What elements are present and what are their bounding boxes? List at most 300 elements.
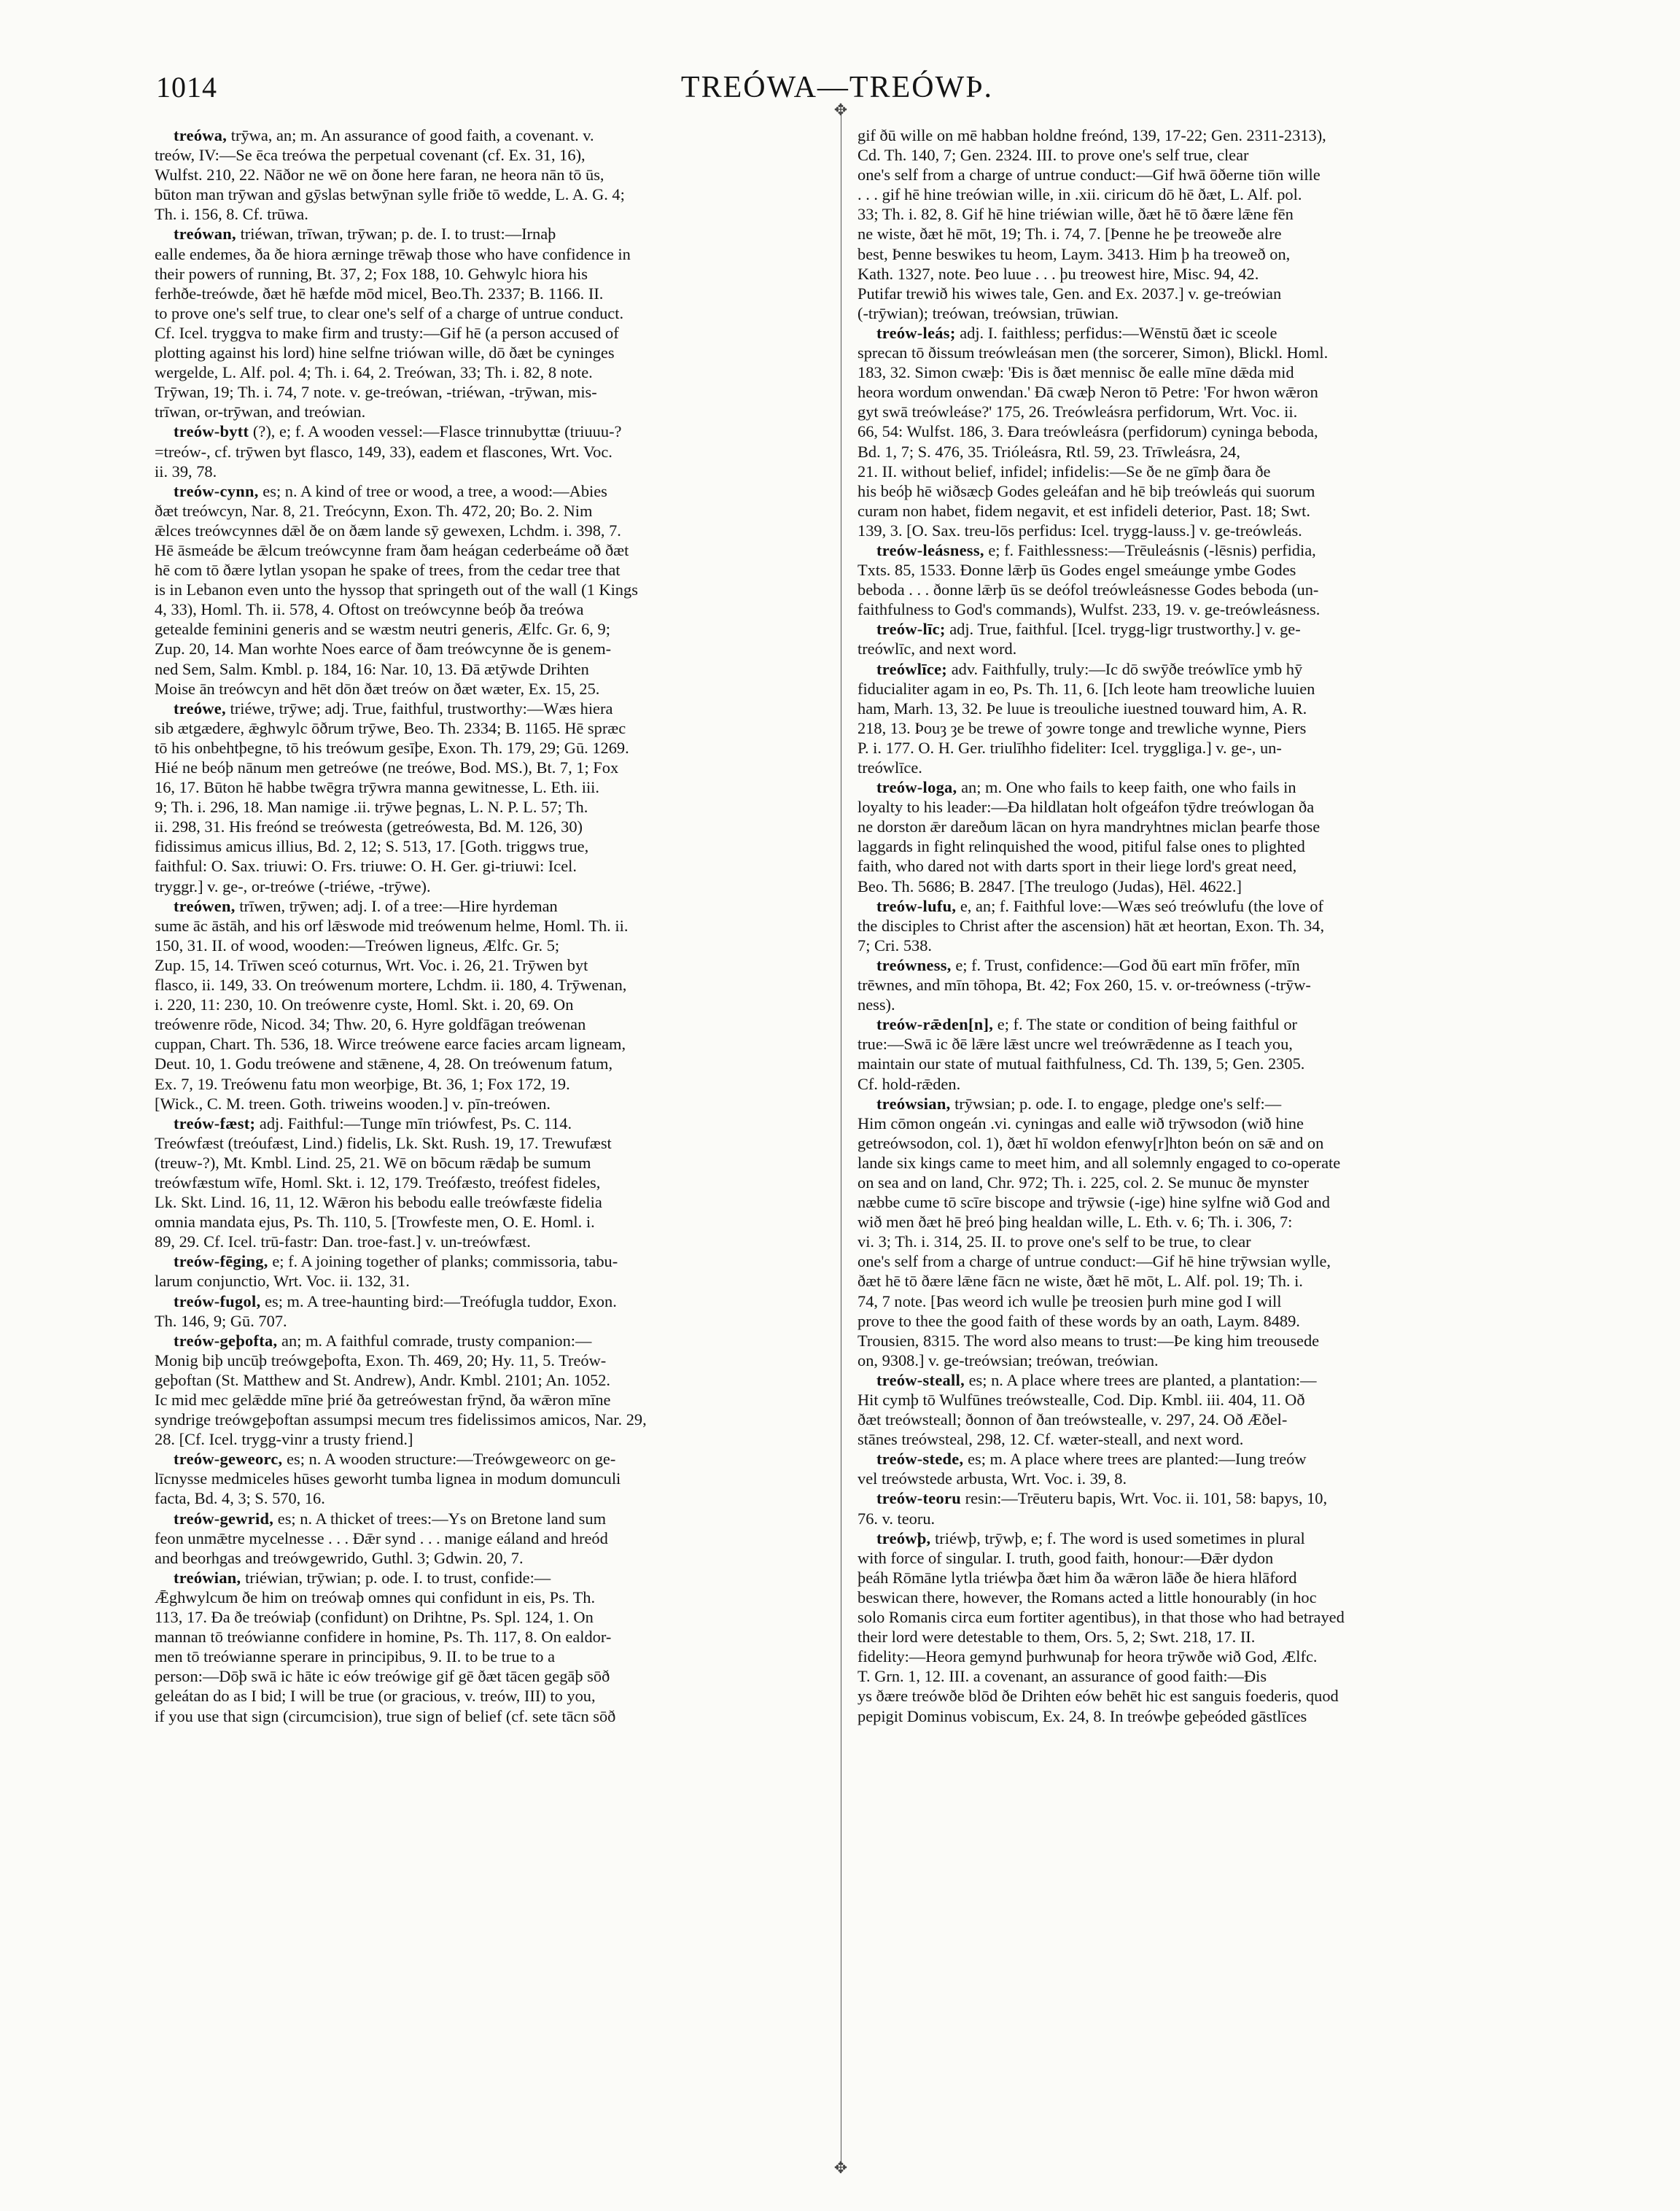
entry-line (155, 244, 822, 264)
entry-line (858, 738, 1525, 758)
entry-headword: treówþ, (876, 1528, 931, 1547)
entry-line (155, 382, 822, 402)
entry-line (858, 481, 1525, 501)
dictionary-entry (858, 540, 1525, 619)
entry-line (858, 1251, 1525, 1271)
entry-headword: treów-fugol, (174, 1291, 261, 1310)
entry-text: ne dorston ǣr dareðum lācan on hyra mandryhtnes miclan þearfe those (858, 817, 1321, 836)
entry-line (858, 1271, 1525, 1291)
column-rule-ornament-bottom-icon: ✥ (833, 2158, 848, 2177)
entry-line (858, 560, 1525, 580)
entry-text: facta, Bd. 4, 3; S. 570, 16. (155, 1489, 325, 1508)
entry-line (858, 856, 1525, 876)
entry-line (858, 1014, 1525, 1034)
entry-line (858, 264, 1525, 284)
entry-text: 76. v. teoru. (858, 1509, 936, 1528)
entry-line (858, 462, 1525, 481)
entry-text: trȳwa, an; m. An assurance of good faith, a covenant. v. (230, 126, 594, 144)
entry-line (155, 1706, 822, 1726)
entry-line (155, 1271, 822, 1291)
entry-line (155, 1351, 822, 1370)
entry-text: vi. 3; Th. i. 314, 25. II. to prove one's self to be true, to clear (858, 1232, 1251, 1251)
entry-line (858, 1647, 1525, 1666)
entry-text: 150, 31. II. of wood, wooden:—Treówen ligneus, Ælfc. Gr. 5; (155, 936, 560, 955)
entry-line (858, 916, 1525, 936)
entry-text: stānes treówsteal, 298, 12. Cf. wæter-steall, and next word. (858, 1430, 1244, 1449)
entry-text: sprecan tō ðissum treówleásan men (the sorcerer, Simon), Blickl. Homl. (858, 343, 1329, 362)
entry-headword: treówian, (174, 1568, 241, 1587)
entry-line (155, 343, 822, 362)
entry-line (858, 421, 1525, 441)
entry-line (858, 382, 1525, 402)
entry-text: treówenre rōde, Nicod. 34; Thw. 20, 6. Hyre goldfāgan treówenan (155, 1015, 586, 1034)
entry-line (858, 599, 1525, 619)
entry-line (858, 896, 1525, 916)
entry-text: treów, IV:—Se ēca treówa the perpetual covenant (cf. Ex. 31, 16), (155, 146, 586, 165)
entry-line (155, 1311, 822, 1331)
entry-line (858, 580, 1525, 599)
entry-text: es; m. A tree-haunting bird:—Treófugla tuddor, Exon. (265, 1291, 617, 1310)
entry-text: Putifar trewið his wiwes tale, Gen. and Ex. 2037.] v. ge-treówian (858, 284, 1282, 303)
entry-line (858, 1666, 1525, 1686)
left-column (155, 125, 822, 2160)
entry-line (858, 659, 1525, 679)
entry-line (858, 936, 1525, 955)
entry-text: 66, 54: Wulfst. 186, 3. Ðara treówleásra (perfidorum) cyninga beboda, (858, 422, 1318, 441)
entry-line (155, 1488, 822, 1508)
entry-line (858, 1291, 1525, 1311)
entry-line (155, 125, 822, 145)
entry-line (155, 323, 822, 343)
dictionary-entry (858, 955, 1525, 1014)
entry-text: on, 9308.] v. ge-treówsian; treówan, treówian. (858, 1351, 1159, 1369)
entry-text: Th. 146, 9; Gū. 707. (155, 1311, 287, 1330)
entry-line (155, 1548, 822, 1568)
entry-text: faith, who dared not with darts sport in their liege lord's great need, (858, 857, 1297, 876)
entry-text: the disciples to Christ after the ascension) hāt æt heortan, Exon. Th. 34, (858, 916, 1325, 935)
dictionary-entry (155, 699, 822, 896)
entry-text: Hit cymþ tō Wulfūnes treówstealle, Cod. Dip. Kmbl. iii. 404, 11. Oð (858, 1391, 1305, 1409)
entry-line (858, 619, 1525, 639)
entry-text: wergelde, L. Alf. pol. 4; Th. i. 64, 2. Treówan, 33; Th. i. 82, 8 note. (155, 363, 593, 382)
entry-line (858, 1509, 1525, 1528)
entry-headword: treów-rǣden[n], (876, 1015, 994, 1034)
entry-text: trȳwsian; p. ode. I. to engage, pledge one's self:— (954, 1094, 1282, 1113)
entry-line (155, 619, 822, 639)
entry-line (155, 936, 822, 955)
entry-text: an; m. A faithful comrade, trusty companion:— (281, 1331, 592, 1350)
dictionary-entry (155, 1568, 822, 1726)
entry-line (155, 1054, 822, 1073)
entry-text: triéwan, trīwan, trȳwan; p. de. I. to trust:—Irnaþ (240, 225, 556, 244)
entry-text: Txts. 85, 1533. Ðonne lǣrþ ūs Godes engel smeáunge ymbe Godes (858, 561, 1296, 580)
entry-text: ðæt treówsteall; ðonnon of ðan treówstealle, v. 297, 24. Oð Æðel- (858, 1410, 1288, 1429)
entry-text: 21. II. without belief, infidel; infidelis:—Se ðe ne gīmþ ðara ðe (858, 462, 1271, 481)
entry-text: ham, Marh. 13, 32. Þe luue is treouliche iuestned touward him, A. R. (858, 699, 1307, 718)
entry-text: Deut. 10, 1. Godu treówene and stǣnene, 4, 28. On treówenum fatum, (155, 1054, 613, 1073)
entry-text: triéwe, trȳwe; adj. True, faithful, trustworthy:—Wæs hiera (230, 699, 613, 718)
entry-line (155, 1449, 822, 1469)
entry-line (155, 1173, 822, 1192)
entry-text: laggards in fight relinquished the wood, pitiful false ones to plighted (858, 837, 1305, 856)
entry-line (858, 1528, 1525, 1548)
entry-text: gif ðū wille on mē habban holdne freónd, 139, 17-22; Gen. 2311-2313), (858, 126, 1326, 144)
entry-text: trēwnes, and mīn tōhopa, Bt. 42; Fox 260, 15. v. or-treówness (-trȳw- (858, 976, 1311, 995)
entry-text: person:—Dōþ swā ic hāte ic eów treówige gif gē ðæt tācen gegāþ sōð (155, 1667, 610, 1686)
entry-text: omnia mandata ejus, Ps. Th. 110, 5. [Trowfeste men, O. E. Homl. i. (155, 1213, 595, 1232)
entry-line (155, 402, 822, 421)
entry-text: lande six kings came to meet him, and all solemnly engaged to co-operate (858, 1153, 1341, 1172)
entry-text: syndrige treówgeþoftan assumpsi mecum tres fidelissimos amicos, Nar. 29, (155, 1410, 647, 1429)
entry-text: Monig biþ uncūþ treówgeþofta, Exon. Th. 469, 20; Hy. 11, 5. Treów- (155, 1351, 607, 1369)
entry-text: e; f. The state or condition of being faithful or (997, 1015, 1297, 1034)
entry-line (155, 145, 822, 165)
entry-line (155, 1469, 822, 1488)
entry-line (858, 1232, 1525, 1251)
entry-text: P. i. 177. O. H. Ger. triulīhho fideliter: Icel. tryggliga.] v. ge-, un- (858, 738, 1282, 757)
dictionary-entry (858, 1488, 1525, 1528)
dictionary-entry (858, 323, 1525, 540)
dictionary-entry (858, 1094, 1525, 1370)
entry-line (155, 1370, 822, 1390)
entry-line (155, 481, 822, 501)
entry-line (858, 125, 1525, 145)
entry-text: fidissimus amicus illius, Bd. 2, 12; S. 513, 17. [Goth. triggws true, (155, 837, 589, 856)
entry-line (858, 145, 1525, 165)
dictionary-entry (858, 896, 1525, 955)
entry-text: treówlīce. (858, 758, 922, 777)
entry-line (155, 1114, 822, 1133)
entry-line (155, 1153, 822, 1173)
entry-line (155, 264, 822, 284)
entry-text: adj. I. faithless; perfidus:—Wēnstū ðæt ic sceole (960, 323, 1278, 342)
entry-line (155, 836, 822, 856)
entry-text: their powers of running, Bt. 37, 2; Fox 188, 10. Gehwylc hiora his (155, 264, 588, 283)
entry-text: 113, 17. Ða ðe treówiaþ (confidunt) on Drihtne, Ps. Spl. 124, 1. On (155, 1608, 594, 1627)
entry-text: Hē āsmeáde be ǣlcum treówcynne fram ðam heágan cederbeáme oð ðæt (155, 540, 629, 559)
entry-line (858, 758, 1525, 777)
entry-line (155, 1212, 822, 1232)
entry-line (155, 1588, 822, 1607)
entry-text: Ǣghwylcum ðe him on treówaþ omnes qui confidunt in eis, Ps. Th. (155, 1588, 596, 1606)
entry-line (858, 1488, 1525, 1508)
entry-line (858, 204, 1525, 224)
entry-text: to prove one's self true, to clear one's self of a charge of untrue conduct. (155, 303, 624, 322)
entry-text: e, an; f. Faithful love:—Wæs seó treówlufu (the love of (960, 896, 1323, 915)
entry-text: with force of singular. I. truth, good faith, honour:—Ðǣr dydon (858, 1548, 1274, 1567)
entry-line (858, 975, 1525, 995)
entry-line (155, 1647, 822, 1666)
entry-line (155, 659, 822, 679)
entry-headword: treów-stede, (876, 1450, 964, 1469)
entry-text: es; n. A thicket of trees:—Ys on Bretone land sum (277, 1509, 607, 1528)
entry-text: 9; Th. i. 296, 18. Man namige .ii. trȳwe þegnas, L. N. P. L. 57; Th. (155, 798, 588, 817)
entry-line (155, 303, 822, 323)
entry-line (155, 184, 822, 204)
entry-line (155, 1331, 822, 1351)
entry-text: vel treówstede arbusta, Wrt. Voc. i. 39, 8. (858, 1469, 1127, 1488)
entry-line (858, 1390, 1525, 1410)
entry-headword: treówen, (174, 896, 236, 915)
entry-line (155, 896, 822, 916)
entry-text: 183, 32. Simon cwæþ: 'Ðis is ðæt mennisc ðe ealle mīne dǣda mid (858, 363, 1294, 382)
entry-text: T. Grn. 1, 12. III. a covenant, an assurance of good faith:—Ðis (858, 1667, 1267, 1686)
entry-line (858, 1074, 1525, 1094)
entry-text: þeáh Rōmāne lytla triéwþa ðæt him ða wǣron lāðe ðe hiera hlāford (858, 1568, 1297, 1587)
entry-line (858, 165, 1525, 184)
entry-text: plotting against his lord) hine selfne triówan wille, dō ðæt be cyninges (155, 343, 615, 362)
entry-text: ne wiste, ðæt hē mōt, 19; Th. i. 74, 7. [Þenne he þe treoweðe alre (858, 225, 1282, 244)
entry-text: e; f. Trust, confidence:—God ðū eart mīn frōfer, mīn (955, 955, 1300, 974)
entry-text: an; m. One who fails to keep faith, one who fails in (961, 778, 1296, 797)
entry-text: Moise ān treówcyn and hēt dōn ðæt treów on ðæt wæter, Ex. 15, 25. (155, 679, 600, 698)
entry-text: 28. [Cf. Icel. trygg-vinr a trusty friend.] (155, 1430, 413, 1449)
entry-line (858, 1173, 1525, 1192)
entry-line (858, 836, 1525, 856)
entry-text: flasco, ii. 149, 33. On treówenum mortere, Lchdm. ii. 180, 4. Trȳwenan, (155, 976, 627, 995)
right-column (858, 125, 1525, 2160)
entry-text: ferhðe-treówde, ðæt hē hæfde mōd micel, Beo.Th. 2337; B. 1166. II. (155, 284, 604, 303)
entry-line (858, 1153, 1525, 1173)
entry-line (858, 1607, 1525, 1627)
entry-line (858, 877, 1525, 896)
entry-line (155, 797, 822, 817)
entry-text: solo Romanis circa eum fortiter agentibus), in that those who had betrayed (858, 1608, 1345, 1627)
entry-line (155, 1627, 822, 1647)
entry-line (155, 817, 822, 836)
entry-text: ðæt hē tō ðære lǣne fācn ne wiste, ðæt hē mōt, L. Alf. pol. 19; Th. i. (858, 1272, 1303, 1291)
entry-text: trīwan, or-trȳwan, and treówian. (155, 403, 366, 421)
dictionary-entry (858, 777, 1525, 896)
entry-text: if you use that sign (circumcision), true sign of belief (cf. sete tācn sōð (155, 1706, 616, 1725)
entry-text: curam non habet, fidem negavit, et est infideli deterior, Past. 18; Swt. (858, 501, 1310, 520)
entry-line (155, 362, 822, 382)
entry-headword: treówan, (174, 225, 236, 244)
dictionary-entry (155, 1114, 822, 1252)
entry-headword: treów-gewrid, (174, 1509, 274, 1528)
entry-line (155, 1410, 822, 1429)
entry-text: pepigit Dominus vobiscum, Ex. 24, 8. In treówþe geþeóded gāstlīces (858, 1706, 1307, 1725)
entry-text: feon unmǣtre mycelnesse . . . Ðǣr synd . . . manige eáland and hreód (155, 1528, 608, 1547)
entry-text: wið men ðæt hē þreó þing healdan wille, L. Eth. v. 6; Th. i. 306, 7: (858, 1213, 1293, 1232)
entry-line (155, 421, 822, 441)
entry-headword: treów-fēging, (174, 1252, 268, 1271)
page-number: 1014 (156, 71, 217, 104)
entry-text: Cf. hold-rǣden. (858, 1074, 961, 1093)
entry-headword: treów-līc; (876, 620, 946, 639)
entry-text: men tō treówianne sperare in principibus, 9. II. to be true to a (155, 1647, 556, 1666)
entry-text: =treów-, cf. trȳwen byt flasco, 149, 33), eadem et flascones, Wrt. Voc. (155, 442, 612, 461)
dictionary-entry (155, 1449, 822, 1508)
entry-line (155, 738, 822, 758)
entry-line (858, 1370, 1525, 1390)
entry-line (858, 362, 1525, 382)
entry-text: Treówfæst (treóufæst, Lind.) fidelis, Lk. Skt. Rush. 19, 17. Trewufæst (155, 1133, 612, 1152)
entry-text: cuppan, Chart. Th. 536, 18. Wirce treówene earce facies arcam ligneam, (155, 1035, 626, 1054)
dictionary-entry (155, 224, 822, 421)
entry-text: 218, 13. Þouȝ ȝe be trewe of ȝowre tonge and trewliche wynne, Piers (858, 718, 1307, 737)
entry-text: Kath. 1327, note. Þeo luue . . . þu treowest hire, Misc. 94, 42. (858, 264, 1259, 283)
entry-line (155, 679, 822, 699)
entry-text: larum conjunctio, Wrt. Voc. ii. 132, 31. (155, 1272, 410, 1291)
entry-text: best, Þenne beswikes tu heom, Laym. 3413. Him þ ha treoweð on, (858, 244, 1291, 263)
entry-line (858, 1429, 1525, 1449)
entry-text: ðæt treówcyn, Nar. 8, 21. Treócynn, Exon. Th. 472, 20; Bo. 2. Nim (155, 501, 593, 520)
entry-line (155, 1509, 822, 1528)
entry-text: Ex. 7, 19. Treówenu fatu mon weorþige, Bt. 36, 1; Fox 172, 19. (155, 1074, 570, 1093)
entry-line (155, 1429, 822, 1449)
entry-line (155, 1232, 822, 1251)
entry-headword: treów-steall, (876, 1370, 965, 1389)
entry-text: . . . gif hē hine treówian wille, in .xii. ciricum dō hē ðæt, L. Alf. pol. (858, 185, 1302, 204)
entry-text: 139, 3. [O. Sax. treu-lōs perfidus: Icel. trygg-lauss.] v. ge-treówleás. (858, 521, 1302, 540)
entry-line (858, 1311, 1525, 1331)
entry-text: heora wordum onwendan.' Ðā cwæþ Neron tō Petre: 'For hwon wǣron (858, 383, 1318, 402)
entry-text: (treuw-?), Mt. Kmbl. Lind. 25, 21. Wē on bōcum rǣdaþ be sumum (155, 1153, 591, 1172)
entry-line (858, 1449, 1525, 1469)
entry-line (155, 1074, 822, 1094)
entry-line (858, 699, 1525, 718)
entry-text: būton man trȳwan and gȳslas betwȳnan sylle friðe tō wedde, L. A. G. 4; (155, 185, 625, 204)
entry-text: faithfulness to God's commands), Wulfst. 233, 19. v. ge-treówleásness. (858, 600, 1321, 619)
entry-line (858, 679, 1525, 699)
entry-line (155, 204, 822, 224)
entry-text: getealde feminini generis and se wæstm neutri generis, Ælfc. Gr. 6, 9; (155, 620, 610, 639)
entry-line (858, 797, 1525, 817)
entry-text: Beo. Th. 5686; B. 2847. [The treulogo (Judas), Hēl. 4622.] (858, 877, 1242, 895)
entry-headword: treówsian, (876, 1094, 951, 1113)
entry-text: maintain our state of mutual faithfulness, Cd. Th. 139, 5; Gen. 2305. (858, 1054, 1305, 1073)
dictionary-entry (858, 125, 1525, 323)
entry-line (155, 1094, 822, 1114)
entry-line (858, 1331, 1525, 1351)
entry-line (858, 817, 1525, 836)
entry-line (155, 560, 822, 580)
entry-line (858, 1192, 1525, 1212)
entry-line (155, 975, 822, 995)
entry-text: on sea and on land, Chr. 972; Th. i. 225, col. 2. Se munuc ðe mynster (858, 1173, 1309, 1192)
entry-text: tryggr.] v. ge-, or-treówe (-triéwe, -trȳwe). (155, 877, 431, 895)
entry-text: one's self from a charge of untrue conduct:—Gif hwā ōðerne tiōn wille (858, 166, 1321, 184)
dictionary-entry (858, 619, 1525, 658)
entry-line (858, 323, 1525, 343)
entry-headword: treów-geþofta, (174, 1331, 278, 1350)
entry-text: Zup. 15, 14. Trīwen sceó coturnus, Wrt. Voc. i. 26, 21. Trȳwen byt (155, 955, 588, 974)
entry-line (858, 995, 1525, 1014)
dictionary-entry (858, 1449, 1525, 1488)
entry-text: adv. Faithfully, truly:—Ic dō swȳðe treówlīce ymb hȳ (951, 659, 1303, 678)
entry-text: hē com tō ðære lytlan ysopan he spake of trees, from the cedar tree that (155, 561, 621, 580)
entry-line (155, 1568, 822, 1588)
entry-headword: treów-bytt (174, 422, 249, 441)
entry-line (858, 224, 1525, 244)
entry-text: adj. True, faithful. [Icel. trygg-ligr trustworthy.] v. ge- (949, 620, 1301, 639)
entry-text: ealle endemes, ða ðe hiora ærninge trēwaþ those who have confidence in (155, 244, 631, 263)
entry-line (858, 540, 1525, 560)
entry-text: e; f. Faithlessness:—Trēuleásnis (-lēsnis) perfidia, (988, 540, 1316, 559)
entry-line (155, 777, 822, 797)
entry-text: ned Sem, Salm. Kmbl. p. 184, 16: Nar. 10, 13. Ðā ætȳwde Drihten (155, 659, 589, 678)
entry-text: i. 220, 11: 230, 10. On treówenre cyste, Homl. Skt. i. 20, 69. On (155, 995, 574, 1014)
entry-line (155, 501, 822, 521)
entry-line (858, 521, 1525, 540)
entry-text: prove to thee the good faith of these words by an oath, Laym. 8489. (858, 1311, 1300, 1330)
entry-text: fidelity:—Heora gemynd þurhwunaþ for heora trȳwðe wið God, Ælfc. (858, 1647, 1318, 1666)
entry-line (155, 699, 822, 718)
entry-headword: treów-loga, (876, 778, 957, 797)
entry-line (155, 1014, 822, 1034)
entry-text: geleátan do as I bid; I will be true (or gracious, v. treów, III) to you, (155, 1687, 596, 1706)
entry-text: ness). (858, 995, 895, 1014)
entry-text: [Wick., C. M. treen. Goth. triweins wooden.] v. pīn-treówen. (155, 1094, 551, 1113)
entry-text: Wulfst. 210, 22. Nāðor ne wē on ðone here faran, ne heora nān tō ūs, (155, 166, 604, 184)
entry-headword: treówness, (876, 955, 952, 974)
entry-text: Lk. Skt. Lind. 16, 11, 12. Wǣron his bebodu ealle treówfæste fidelia (155, 1193, 602, 1212)
entry-line (155, 165, 822, 184)
entry-headword: treów-teoru (876, 1489, 962, 1508)
entry-text: trīwen, trȳwen; adj. I. of a tree:—Hire hyrdeman (239, 896, 558, 915)
dictionary-entry (858, 659, 1525, 778)
entry-text: tō his onbehtþegne, tō his treówum gesīþe, Exon. Th. 179, 29; Gū. 1269. (155, 738, 629, 757)
column-rule-ornament-top-icon: ✥ (833, 101, 848, 119)
entry-line (858, 1588, 1525, 1607)
entry-text: beswican there, however, the Romans acted a little honourably (in hoc (858, 1588, 1317, 1606)
entry-line (155, 1251, 822, 1271)
entry-line (858, 777, 1525, 797)
entry-line (155, 1034, 822, 1054)
entry-text: ys ðære treówðe blōd ðe Drihten eów behēt hic est sanguis foederis, quod (858, 1687, 1339, 1706)
entry-headword: treów-leás; (876, 323, 956, 342)
entry-line (155, 521, 822, 540)
entry-line (155, 1686, 822, 1706)
entry-line (858, 343, 1525, 362)
entry-line (155, 442, 822, 462)
entry-text: Zup. 20, 14. Man worhte Noes earce of ðam treówcynne ðe is genem- (155, 640, 612, 658)
entry-line (155, 995, 822, 1014)
entry-headword: treów-geweorc, (174, 1450, 283, 1469)
entry-line (858, 1568, 1525, 1588)
entry-text: Trȳwan, 19; Th. i. 74, 7 note. v. ge-treówan, -triéwan, -trȳwan, mis- (155, 383, 597, 402)
entry-headword: treówlīce; (876, 659, 948, 678)
entry-headword: treów-leásness, (876, 540, 984, 559)
entry-text: treówlīc, and next word. (858, 640, 1017, 658)
entry-line (155, 1390, 822, 1410)
entry-text: 7; Cri. 538. (858, 936, 933, 955)
dictionary-entry (858, 1528, 1525, 1726)
entry-line (155, 916, 822, 936)
dictionary-entry (155, 1291, 822, 1331)
entry-text: loyalty to his leader:—Ða hildlatan holt ofgeáfon tȳdre treówlogan ða (858, 798, 1315, 817)
entry-text: one's self from a charge of untrue conduct:—Gif hē hine trȳwsian wylle, (858, 1252, 1331, 1271)
entry-text: ǣlces treówcynnes dǣl ðe on ðæm lande sȳ gewexen, Lchdm. i. 398, 7. (155, 521, 621, 540)
entry-line (155, 1528, 822, 1548)
entry-line (858, 1054, 1525, 1073)
entry-line (155, 758, 822, 777)
dictionary-entry (155, 481, 822, 699)
entry-line (155, 540, 822, 560)
entry-line (155, 955, 822, 975)
entry-text: es; m. A place where trees are planted:—Iung treów (968, 1450, 1307, 1469)
entry-text: 74, 7 note. [Þas weord ich wulle þe treosien þurh mine god I will (858, 1291, 1282, 1310)
entry-line (155, 718, 822, 738)
dictionary-entry (858, 1370, 1525, 1449)
entry-text: Bd. 1, 7; S. 476, 35. Trióleásra, Rtl. 59, 23. Trīwleásra, 24, (858, 442, 1240, 461)
entry-line (858, 718, 1525, 738)
dictionary-entry (155, 896, 822, 1114)
entry-line (155, 1666, 822, 1686)
entry-text: 89, 29. Cf. Icel. trū-fastr: Dan. troe-fast.] v. un-treówfæst. (155, 1232, 531, 1251)
entry-text: 4, 33), Homl. Th. ii. 578, 4. Oftost on treówcynne beóþ ða treówa (155, 600, 584, 619)
